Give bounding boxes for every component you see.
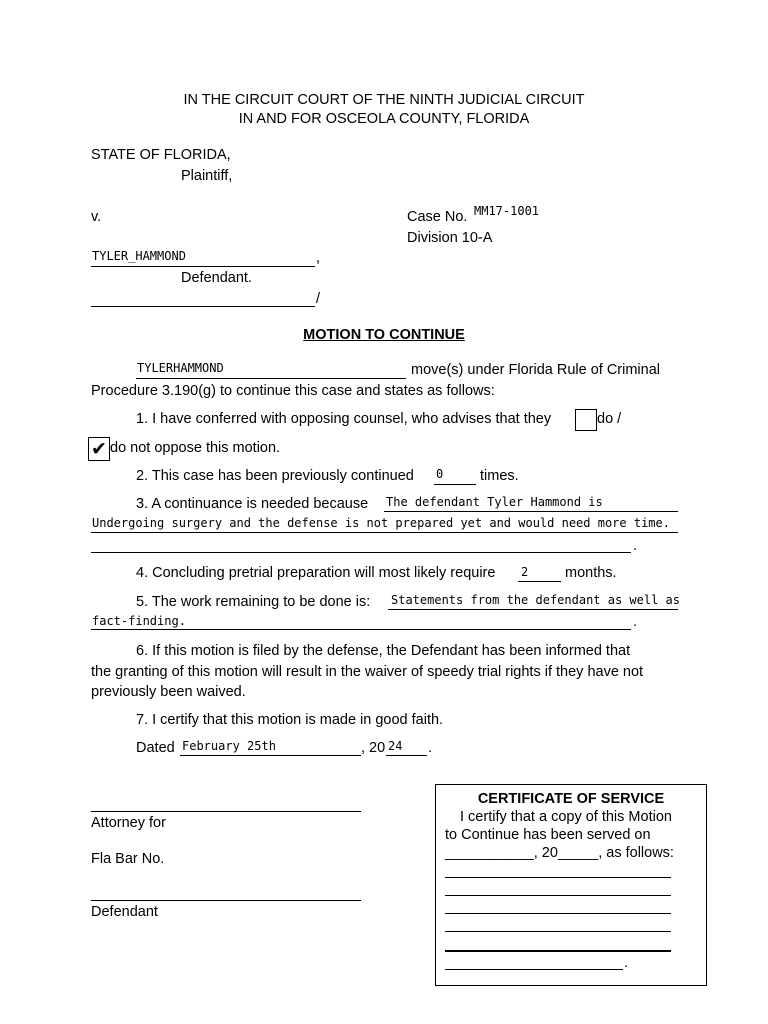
item4-text: 4. Concluding pretrial preparation will most likely require <box>136 565 496 581</box>
work-period: . <box>633 614 638 630</box>
intro-text-2: Procedure 3.190(g) to continue this case and states as follows: <box>91 383 495 399</box>
service-line-4[interactable] <box>445 931 671 932</box>
certificate-end-period: . <box>624 955 629 971</box>
year-field[interactable]: 24 <box>388 739 403 753</box>
year-prefix: , 20 <box>361 740 386 756</box>
work-line2 <box>91 629 631 630</box>
defendant-signature-label: Defendant <box>91 904 158 920</box>
certificate-of-service-box <box>435 784 707 986</box>
reason-field-line1[interactable]: The defendant Tyler Hammond is <box>386 495 603 509</box>
movant-line <box>136 378 406 379</box>
defendant-label: Defendant. <box>181 270 252 286</box>
caption-slash: / <box>316 291 321 307</box>
motion-title: MOTION TO CONTINUE <box>303 327 465 343</box>
service-line-3[interactable] <box>445 913 671 914</box>
defendant-comma: , <box>316 250 321 266</box>
dated-line <box>180 755 361 756</box>
item3-text: 3. A continuance is needed because <box>136 496 369 512</box>
case-no-field[interactable]: MM17-1001 <box>474 204 540 218</box>
certificate-line1: I certify that a copy of this Motion <box>460 809 672 825</box>
certificate-line3: ___________, 20_____, as follows: <box>445 845 674 861</box>
reason-line3 <box>91 552 631 553</box>
intro-text-1: move(s) under Florida Rule of Criminal <box>411 362 660 378</box>
caption-close-line <box>91 306 315 307</box>
item5-text: 5. The work remaining to be done is: <box>136 594 371 610</box>
item6-line1: 6. If this motion is filed by the defense, the Defendant has been informed that <box>136 643 631 659</box>
movant-field[interactable]: TYLERHAMMOND <box>137 361 224 375</box>
dated-label: Dated <box>136 740 175 756</box>
certificate-title: CERTIFICATE OF SERVICE <box>477 791 665 807</box>
service-line-1[interactable] <box>445 877 671 878</box>
work-line1 <box>388 609 678 610</box>
attorney-for-label: Attorney for <box>91 815 166 831</box>
item4-months: months. <box>565 565 617 581</box>
work-field-line1[interactable]: Statements from the defendant as well as <box>391 593 680 607</box>
reason-period: . <box>633 538 638 554</box>
reason-line1 <box>384 511 678 512</box>
item1-text: 1. I have conferred with opposing counsel, who advises that they <box>136 411 552 427</box>
item1-do-not-text: do not oppose this motion. <box>110 440 281 456</box>
certificate-line2: to Continue has been served on <box>445 827 651 843</box>
service-line-6[interactable] <box>445 969 623 970</box>
division-text: Division 10-A <box>407 230 493 246</box>
months-field[interactable]: 2 <box>521 565 529 579</box>
service-line-5[interactable] <box>445 950 671 952</box>
defendant-name-line <box>91 266 315 267</box>
defendant-name-field[interactable]: TYLER_HAMMOND <box>92 249 186 263</box>
item7-text: 7. I certify that this motion is made in good faith. <box>136 712 444 728</box>
reason-line2 <box>91 532 678 533</box>
checkbox-do[interactable] <box>575 409 597 431</box>
item6-line3: previously been waived. <box>91 684 246 700</box>
court-header-line1: IN THE CIRCUIT COURT OF THE NINTH JUDICIAL CIRCUIT <box>183 92 585 108</box>
fla-bar-label: Fla Bar No. <box>91 851 165 867</box>
work-field-line2[interactable]: fact-finding. <box>92 614 186 628</box>
year-suffix: . <box>428 740 433 756</box>
item2-times: times. <box>480 468 519 484</box>
versus-text: v. <box>91 209 102 225</box>
dated-field[interactable]: February 25th <box>182 739 276 753</box>
item1-do-text: do / <box>597 411 622 427</box>
plaintiff-label: Plaintiff, <box>181 168 233 184</box>
court-header-line2: IN AND FOR OSCEOLA COUNTY, FLORIDA <box>238 111 530 127</box>
item6-line2: the granting of this motion will result in the waiver of speedy trial rights if they have not <box>91 664 644 680</box>
months-line <box>518 581 561 582</box>
plaintiff-name: STATE OF FLORIDA, <box>91 147 231 163</box>
attorney-signature-line[interactable] <box>91 811 361 812</box>
service-line-2[interactable] <box>445 895 671 896</box>
continued-count-line <box>434 484 476 485</box>
continued-count-field[interactable]: 0 <box>436 467 444 481</box>
year-line <box>386 755 427 756</box>
reason-field-line2[interactable]: Undergoing surgery and the defense is not prepared yet and would need more time. <box>92 516 670 530</box>
defendant-signature-line[interactable] <box>91 900 361 901</box>
checkbox-do-not[interactable]: ✔ <box>88 437 110 461</box>
item2-text: 2. This case has been previously continued <box>136 468 414 484</box>
case-no-label: Case No. <box>407 209 468 225</box>
